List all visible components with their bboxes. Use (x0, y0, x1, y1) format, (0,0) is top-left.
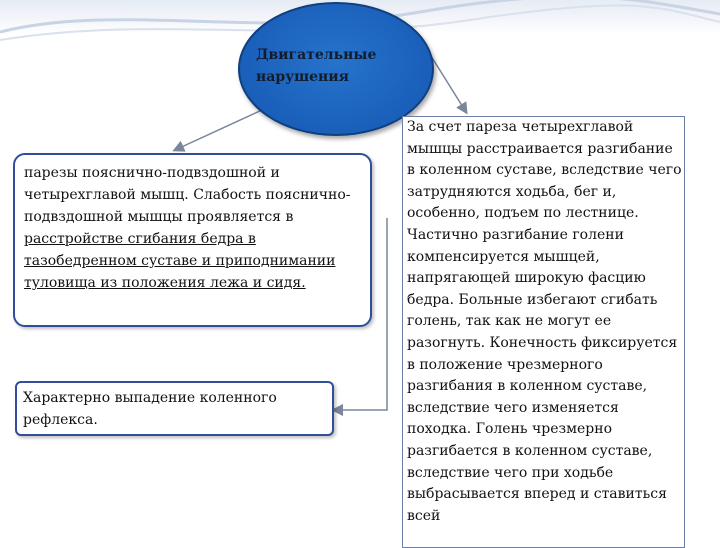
left-bottom-box-text: Характерно выпадение коленного рефлекса. (23, 390, 277, 428)
left-top-text-underlined: расстройстве сгибания бедра в тазобедренном суставе и приподнимании туловища из положения лежа и сидя. (24, 231, 336, 291)
left-top-box-text (24, 162, 369, 294)
right-box-text: За счет пареза четырехглавой мышцы расстраивается разгибание в коленном суставе, вследствие чего затрудняются ходьба, бег и, особенно, подъем по лестнице. Частично разгибание голени компенсируется мышцей, напрягающей широкую фасцию бедра. Больные избегают сгибать голень, так как не могут ее разогнуть. Конечность фиксируется в положение чрезмерного разгибания в коленном суставе, вследствие чего изменяется походка. Голень чрезмерно разгибается в коленном суставе, вследствие чего при ходьбе выбрасывается вперед и ставиться всей (407, 119, 682, 524)
central-node-title: Двигательные нарушения (256, 47, 377, 85)
left-top-text-plain: парезы пояснично-подвздошной и четырехглавой мышц. Слабость пояснично-подвздошной мышцы проявляется в (24, 165, 351, 225)
connector-to-left-box (175, 110, 262, 150)
